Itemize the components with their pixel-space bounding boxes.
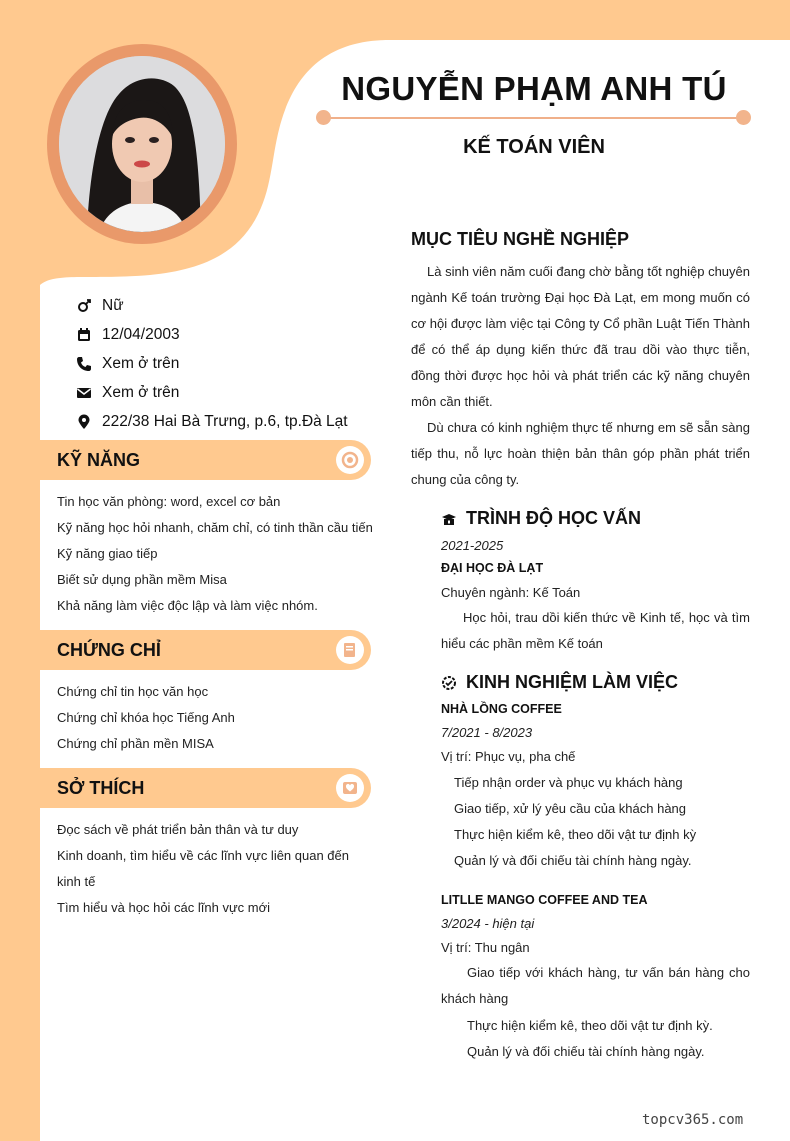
phone-icon [76, 356, 92, 372]
list-item: Khả năng làm việc độc lập và làm việc nhóm. [57, 598, 318, 613]
section-title: TRÌNH ĐỘ HỌC VẤN [466, 508, 641, 528]
title-divider [322, 117, 746, 119]
education-school: ĐẠI HỌC ĐÀ LẠT [441, 561, 544, 575]
watermark-text: topcv365.com [642, 1112, 744, 1128]
divider-dot-right [736, 110, 751, 125]
job-title: KẾ TOÁN VIÊN [463, 136, 605, 158]
job-task: Quản lý và đối chiếu tài chính hàng ngày. [467, 1044, 705, 1059]
contact-birthday [76, 324, 180, 346]
education-header [441, 508, 641, 529]
education-major: Chuyên ngành: Kế Toán [441, 585, 581, 600]
list-item: Kỹ năng giao tiếp [57, 546, 158, 561]
contact-gender [76, 295, 124, 317]
heart-icon [336, 774, 364, 802]
contact-phone [76, 353, 179, 375]
objective-paragraph: Là sinh viên năm cuối đang chờ bằng tốt nghiệp chuyên ngành Kế toán trường Đại học Đà Lạt, em mong muốn có cơ hội được làm việc tại Công ty Cổ phần Luật Tiến Thành để có thể áp dụng kiến thức đã trau dồi vào thực tiễn, đồng thời được học hỏi và phát triển các kỹ năng chuyên môn cần thiết. [411, 264, 750, 409]
contact-email [76, 382, 179, 404]
hobbies-header [40, 768, 371, 808]
list-item: Tìm hiểu và học hỏi các lĩnh vực mới [57, 900, 271, 915]
divider-dot-left [316, 110, 331, 125]
education-desc-text: Học hỏi, trau dồi kiến thức về Kinh tế, học và tìm hiểu các phần mềm Kế toán [441, 610, 750, 651]
avatar [59, 56, 225, 232]
location-icon [76, 414, 92, 430]
contact-text: Nữ [102, 297, 124, 314]
education-desc [441, 605, 750, 657]
contact-text: 222/38 Hai Bà Trưng, p.6, tp.Đà Lạt [102, 413, 348, 430]
section-title: SỞ THÍCH [57, 778, 145, 798]
job-period: 3/2024 - hiện tại [441, 916, 535, 931]
skills-list [57, 489, 375, 619]
job-position: Vị trí: Thu ngân [441, 940, 530, 955]
experience-icon [441, 675, 457, 691]
list-item: Chứng chỉ tin học văn học [57, 684, 209, 699]
list-item: Biết sử dụng phần mềm Misa [57, 572, 227, 587]
list-item: Đọc sách về phát triển bản thân và tư duy [57, 822, 299, 837]
job-task: Quản lý và đối chiếu tài chính hàng ngày. [454, 853, 692, 868]
list-item: Kỹ năng học hỏi nhanh, chăm chỉ, có tinh thần cầu tiến [57, 520, 373, 535]
skills-icon [336, 446, 364, 474]
job-company: NHÀ LỒNG COFFEE [441, 702, 562, 716]
experience-header [441, 672, 678, 693]
objective-paragraph: Dù chưa có kinh nghiệm thực tế nhưng em sẽ sẵn sàng tiếp thu, nỗ lực hoàn thiện bản thân góp phần phát triển chung của công ty. [411, 420, 750, 487]
job-period: 7/2021 - 8/2023 [441, 725, 533, 740]
certificates-list [57, 679, 375, 757]
skills-header [40, 440, 371, 480]
list-item: Kinh doanh, tìm hiểu về các lĩnh vực liên quan đến kinh tế [57, 848, 349, 889]
hobbies-list [57, 817, 375, 921]
section-title: KINH NGHIỆM LÀM VIỆC [466, 672, 679, 692]
job-task-block [441, 960, 750, 1012]
certificates-header [40, 630, 371, 670]
list-item: Chứng chỉ phần mền MISA [57, 736, 214, 751]
job-task: Tiếp nhận order và phục vụ khách hàng [454, 775, 683, 790]
gender-icon [76, 298, 92, 314]
section-title: CHỨNG CHỈ [57, 640, 161, 660]
job-company: LITLLE MANGO COFFEE AND TEA [441, 893, 648, 907]
objective-title: MỤC TIÊU NGHỀ NGHIỆP [411, 229, 630, 249]
list-item: Tin học văn phòng: word, excel cơ bản [57, 494, 281, 509]
objective-text [411, 259, 750, 493]
job-task: Thực hiện kiểm kê, theo dõi vật tư định kỳ [454, 827, 697, 842]
contact-text: 12/04/2003 [102, 326, 180, 343]
calendar-icon [76, 327, 92, 343]
section-title: KỸ NĂNG [57, 450, 141, 470]
education-period: 2021-2025 [441, 538, 504, 553]
certificate-icon [336, 636, 364, 664]
email-icon [76, 385, 92, 401]
job-position: Vị trí: Phục vụ, pha chế [441, 749, 576, 764]
candidate-name: NGUYỄN PHẠM ANH TÚ [341, 70, 727, 107]
contact-text: Xem ở trên [102, 355, 180, 372]
education-icon [441, 511, 457, 527]
job-task: Giao tiếp với khách hàng, tư vấn bán hàng cho khách hàng [441, 965, 750, 1006]
job-task: Giao tiếp, xử lý yêu cầu của khách hàng [454, 801, 687, 816]
list-item: Chứng chỉ khóa học Tiếng Anh [57, 710, 235, 725]
contact-text: Xem ở trên [102, 384, 180, 401]
job-task: Thực hiện kiểm kê, theo dõi vật tư định kỳ. [467, 1018, 713, 1033]
contact-address [76, 411, 348, 433]
